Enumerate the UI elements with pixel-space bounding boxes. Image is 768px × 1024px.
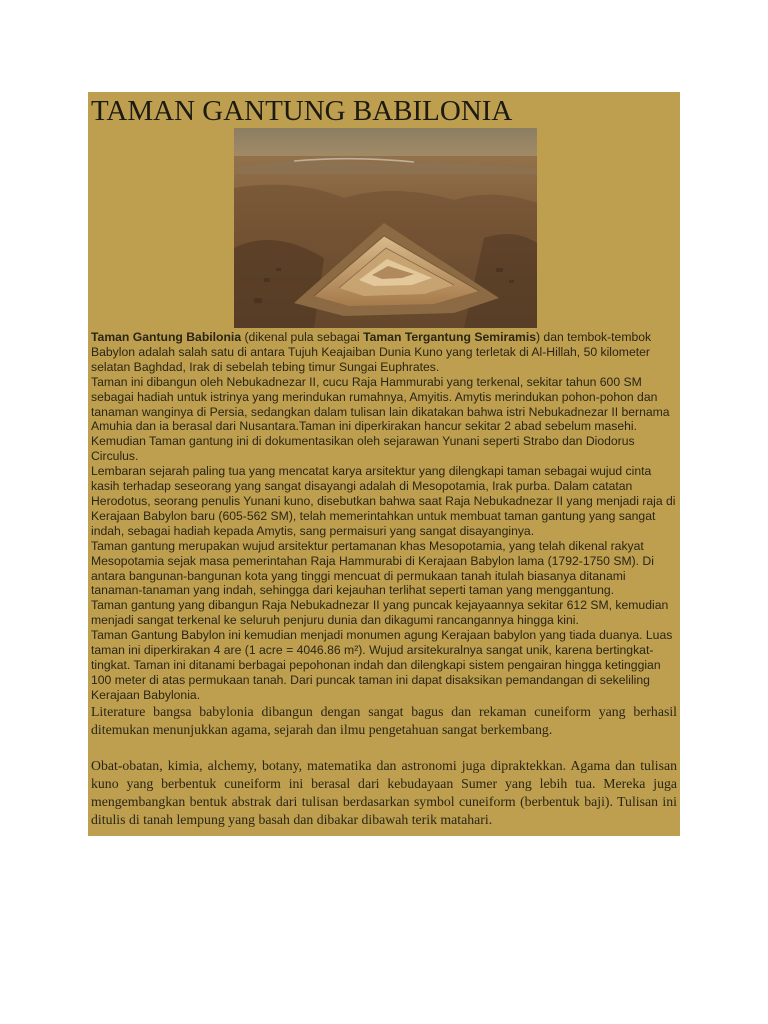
intro-paragraph [91,330,677,375]
page-title: TAMAN GANTUNG BABILONIA [91,95,513,127]
document-panel [88,92,680,836]
intro-text-2: ) dan tembok-tembok Babylon adalah salah satu di antara Tujuh Keajaiban Dunia Kuno yang terletak di Al-Hillah, 50 kilometer selatan Baghdad, Irak di sebelah tebing timur Sungai Euphrates. [91,330,652,374]
paragraph: Taman gantung merupakan wujud arsitektur pertamanan khas Mesopotamia, yang telah dikenal rakyat Mesopotamia sejak masa pemerintahan Raja Hammurabi di Kerajaan Babylon lama (1792-1750 SM). Di antara bangunan-bangunan kota yang tinggi mencuat di permukaan tanah itulah biasanya ditanami tanaman-tanaman yang indah, sehingga dari kejauhan terlihat seperti taman yang menggantung. [91,538,654,598]
article-body-serif [91,703,677,829]
intro-text-1: (dikenal pula sebagai [241,330,364,344]
intro-bold-alt-name: Taman Tergantung Semiramis [363,330,536,344]
paragraph: Taman ini dibangun oleh Nebukadnezar II, cucu Raja Hammurabi yang terkenal, sekitar tahun 600 SM sebagai hadiah untuk istrinya yang merindukan rumahnya, Amyitis. Amytis merindukan pohon-pohon dan tanaman wanginya di Persia, sedangkan dalam tulisan lain dikatakan bahwa istri Nebukadnezar II bernama Amuhia dan ia berasal dari Nusantara.Taman ini diperkirakan hancur sekitar 2 abad sebelum masehi. Kemudian Taman gantung ini di dokumentasikan oleh sejarawan Yunani seperti Strabo dan Diodorus Circulus. [91,374,670,464]
serif-paragraph: Literature bangsa babylonia dibangun dengan sangat bagus dan rekaman cuneiform yang berhasil ditemukan menunjukkan agama, sejarah dan ilmu pengetahuan sangat berkembang. [91,703,677,737]
paragraph: Taman gantung yang dibangun Raja Nebukadnezar II yang puncak kejayaannya sekitar 612 SM, kemudian menjadi sangat terkenal ke seluruh penjuru dunia dan dikagumi rancangannya hingga kini. [91,598,669,628]
paragraph: Lembaran sejarah paling tua yang mencatat karya arsitektur yang dilengkapi taman sebagai wujud cinta kasih terhadap seseorang yang sangat disayangi adalah di Mesopotamia, Irak purba. Dalam catatan Herodotus, seorang penulis Yunani kuno, disebutkan bahwa saat Raja Nebukadnezar II yang menjadi raja di Kerajaan Babylon baru (605-562 SM), telah memerintahkan untuk membuat taman gantung yang sangat indah, sebagai hadiah kepada Amytis, sang permaisuri yang sangat disayanginya. [91,464,676,538]
serif-paragraph: Obat-obatan, kimia, alchemy, botany, matematika dan astronomi juga dipraktekkan. Agama dan tulisan kuno yang berbentuk cuneiform ini berasal dari kebudayaan Sumer yang lebih tua. Mereka juga mengembangkan bentuk abstrak dari tulisan berdasarkan symbol cuneiform (berbentuk baji). Tulisan ini ditulis di tanah lempung yang basah dan dibakar dibawah terik matahari. [91,757,677,827]
paragraph: Taman Gantung Babylon ini kemudian menjadi monumen agung Kerajaan babylon yang tiada duanya. Luas taman ini diperkirakan 4 are (1 acre = 4046.86 m²). Wujud arsitekuralnya sangat unik, karena bertingkat-tingkat. Taman ini ditanami berbagai pepohonan indah dan dilengkapi sistem pengairan hingga ketinggian 100 meter di atas permukaan tanah. Dari puncak taman ini dapat disaksikan pemandangan di sekeliling Kerajaan Babylonia. [91,628,673,702]
aerial-photo-ruins-of-babylon [234,128,537,328]
intro-bold-title: Taman Gantung Babilonia [91,330,242,344]
article-body-sans [91,330,677,703]
